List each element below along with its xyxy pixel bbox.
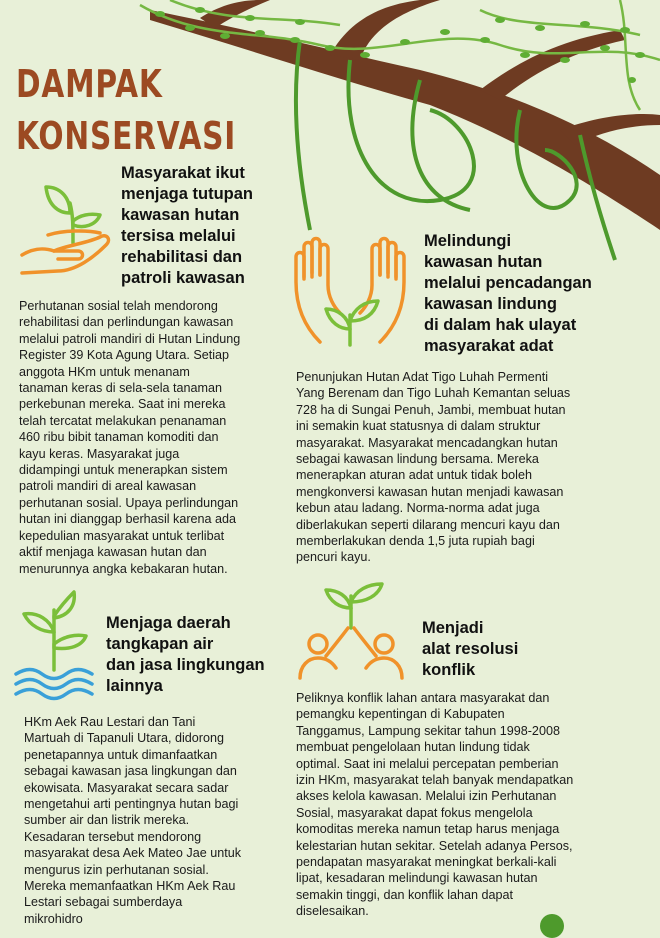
heading-line: tangkapan air [106, 635, 214, 653]
body-line: Peliknya konflik lahan antara masyarakat dan [296, 691, 550, 705]
heading-line: Menjadi [422, 619, 484, 637]
section-3-body [24, 714, 241, 927]
people-seedling-icon [296, 580, 406, 680]
page-title [16, 58, 236, 162]
body-line: ini semakin kuat statusnya di dalam struktur [296, 419, 541, 434]
body-line: pemangku kepentingan di Kabupaten [296, 707, 505, 722]
body-line: sumber air dan listrik mereka. [24, 813, 190, 828]
body-line: kelestarian hutan sekitar. Setelah adanya Persos, [296, 838, 573, 853]
body-line: Perhutanan sosial telah mendorong [19, 299, 218, 313]
heading-line: Menjaga daerah [106, 614, 231, 632]
body-line: telah tercatat melakukan penanaman [19, 413, 227, 428]
heading-line: Masyarakat ikut [121, 164, 245, 182]
body-line: hutan ini dianggap berhasil karena ada [19, 512, 237, 527]
heading-line: konflik [422, 661, 476, 679]
hand-holding-seedling-icon [18, 175, 118, 280]
body-line: masyarakat desa Aek Mateo Jae untuk [24, 846, 242, 861]
heading-line: melalui pencadangan [424, 274, 592, 292]
body-line: Martuah di Tapanuli Utara, didorong [24, 731, 224, 746]
body-line: melalui patroli mandiri di Hutan Lindung [19, 331, 241, 346]
body-line: kayu keras. Masyarakat juga [19, 446, 180, 461]
body-line: mikrohidro [24, 911, 83, 926]
section-1-body [19, 298, 240, 577]
body-line: rehabilitasi dan perlindungan kawasan [19, 315, 234, 330]
body-line: perkebunan mereka. Saat ini mereka [19, 397, 226, 412]
body-line: sebagai kawasan jasa lingkungan dan [24, 764, 237, 779]
body-line: memberlakukan denda 1,5 juta rupiah bagi [296, 534, 535, 549]
body-line: pencuri kayu. [296, 550, 371, 565]
body-line: optimal. Saat ini melalui percepatan pemberian [296, 756, 559, 771]
body-line: lipat, kesadaran melindungi kawasan hutan [296, 871, 538, 886]
heading-line: di dalam hak ulayat [424, 316, 577, 334]
page-title-line1: DAMPAK [16, 62, 163, 106]
body-line: menerapkan aturan adat untuk tidak boleh [296, 468, 532, 483]
body-line: ekowisata. Masyarakat secara sadar [24, 780, 229, 795]
body-line: HKm Aek Rau Lestari dan Tani [24, 715, 196, 729]
body-line: sebagai kawasan lindung bersama. Mereka [296, 452, 539, 467]
heading-line: tersisa melalui [121, 227, 236, 245]
body-line: diberlakukan seperti dilarang mencuri kayu dan [296, 517, 560, 532]
body-line: perhutanan sosial. Upaya perlindungan [19, 495, 239, 510]
body-line: Mereka memanfaatkan HKm Aek Rau [24, 879, 236, 894]
body-line: tanaman keras di sela-sela tanaman [19, 381, 223, 396]
section-4-body [296, 690, 573, 920]
cupped-hands-seedling-icon [290, 237, 410, 349]
body-line: komoditas mereka namun tetap harus menjaga [296, 822, 560, 837]
body-line: didampingi untuk menerapkan sistem [19, 463, 228, 478]
body-line: diselesaikan. [296, 904, 369, 919]
body-line: anggota HKm untuk menanam [19, 364, 190, 379]
body-line: Sosial, masyarakat dapat fokus mengelola [296, 805, 533, 820]
section-4-heading [422, 618, 518, 681]
heading-line: dan jasa lingkungan [106, 656, 265, 674]
heading-line: kawasan lindung [424, 295, 557, 313]
body-line: Register 39 Kota Agung Utara. Setiap [19, 348, 230, 363]
heading-line: kawasan hutan [121, 206, 240, 224]
body-line: pendapatan masyarakat meningkat berkali-kali [296, 855, 557, 870]
body-line: 460 ribu bibit tanaman komoditi dan [19, 430, 219, 445]
heading-line: kawasan hutan [424, 253, 543, 271]
heading-line: alat resolusi [422, 640, 519, 658]
section-2-body [296, 369, 570, 566]
body-line: menurunnya angka kebakaran hutan. [19, 561, 228, 576]
body-line: mengkonversi kawasan hutan menjadi kawasan [296, 484, 564, 499]
heading-line: lainnya [106, 677, 163, 695]
body-line: mengurus izin perhutanan sosial. [24, 862, 209, 877]
body-line: Penunjukan Hutan Adat Tigo Luhah Permenti [296, 370, 549, 384]
body-line: membuat pengelolaan hutan lindung tidak [296, 740, 530, 755]
body-line: kebun atau ladang. Norma-norma adat juga [296, 501, 540, 516]
body-line: Lestari sebagai sumberdaya [24, 895, 183, 910]
section-2-heading [424, 231, 592, 357]
heading-line: menjaga tutupan [121, 185, 254, 203]
heading-line: rehabilitasi dan [121, 248, 243, 266]
body-line: Tanggamus, Lampung sekitar tahun 1998-2008 [296, 723, 560, 738]
body-line: masyarakat. Masyarakat mencadangkan hutan [296, 435, 558, 450]
body-line: penetapannya untuk dimanfaatkan [24, 747, 218, 762]
body-line: kepedulian masyarakat untuk terlibat [19, 528, 225, 543]
body-line: patroli mandiri di areal kawasan [19, 479, 197, 494]
heading-line: patroli kawasan [121, 269, 245, 287]
page-title-line2: KONSERVASI [16, 114, 237, 158]
body-line: mengetahui arti pentingnya hutan bagi [24, 797, 239, 812]
body-line: izin HKm, masyarakat telah banyak mendapatkan [296, 773, 574, 788]
section-1-heading [121, 163, 253, 289]
heading-line: Melindungi [424, 232, 512, 250]
body-line: aktif menjaga kawasan hutan dan [19, 545, 207, 560]
body-line: Yang Berenam dan Tigo Luhah Kemantan seluas [296, 386, 571, 401]
body-line: akses kelola kawasan. Melalui izin Perhutanan [296, 789, 557, 804]
green-dot-decoration [540, 914, 564, 938]
body-line: semakin tinggi, dan konflik lahan dapat [296, 887, 514, 902]
section-3-heading [106, 613, 265, 697]
body-line: Kesadaran tersebut mendorong [24, 829, 202, 844]
heading-line: masyarakat adat [424, 337, 554, 355]
seedling-water-icon [14, 590, 94, 700]
body-line: 728 ha di Sungai Penuh, Jambi, membuat hutan [296, 402, 566, 417]
